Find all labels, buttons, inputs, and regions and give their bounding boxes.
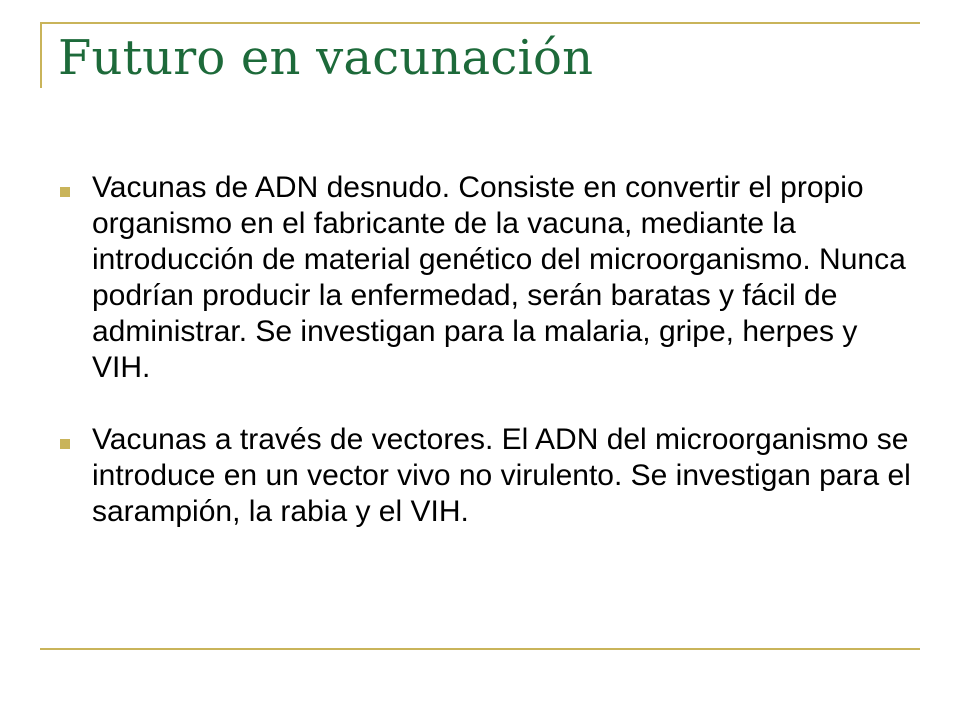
bullet-item-vector-vaccines	[60, 422, 920, 530]
square-bullet-icon	[60, 187, 70, 197]
bullet-item-naked-dna-vaccines	[60, 170, 920, 386]
slide-title: Futuro en vacunación	[58, 30, 594, 86]
bottom-border-line	[40, 648, 920, 650]
bullet-text: Vacunas a través de vectores. El ADN del microorganismo se introduce en un vector vivo no virulento. Se investigan para el sarampión, la rabia y el VIH.	[92, 423, 911, 528]
left-border-line	[40, 22, 42, 88]
square-bullet-icon	[60, 439, 70, 449]
bullet-text: Vacunas de ADN desnudo. Consiste en convertir el propio organismo en el fabricante de la vacuna, mediante la introducción de material genético del microorganismo. Nunca podrían producir la enfermedad, serán baratas y fácil de administrar. Se investigan para la malaria, gripe, herpes y VIH.	[92, 171, 906, 384]
bullet-list	[60, 170, 920, 566]
top-border-line	[40, 22, 920, 24]
